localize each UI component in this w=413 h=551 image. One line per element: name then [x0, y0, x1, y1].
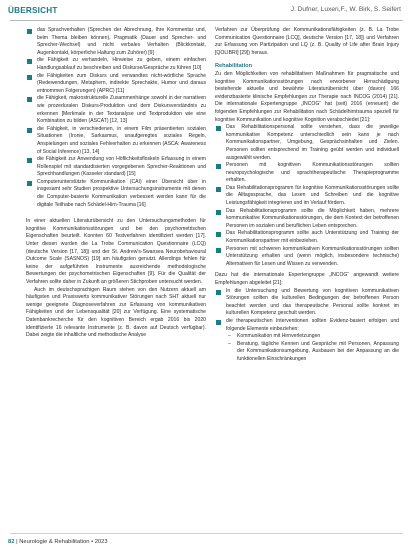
right-column	[215, 27, 399, 364]
running-head: J. Dufner, Luxen,F., W. Birk, S. Seifert	[290, 6, 401, 13]
list-item: die Fähigkeit zu verhandeln, Hinweise zu geben, einem einfachen Handlungsablauf zu beschreiben und Diskurse/Gespräche zu führen [10]	[26, 57, 206, 72]
list-item: Personen mit kognitiven Kommunikationsstörungen sollten neuropsychologische und sprachtherapeutische Therapieprogramme erhalten.	[215, 162, 399, 185]
journal-name: Neurologie & Rehabilitation • 2023	[19, 539, 108, 545]
body-paragraph: Dazu hat die internationale Expertengruppe „INCOG“ angewandt weitere Empfehlungen abgeleitet [21]:	[215, 272, 399, 286]
body-paragraph: Verfahren zur Überprüfung der Kommunikationsfähigkeiten (z. B. La Trobe Communication Questionnaire [LCQ], deutsche Version [17, 18]) und Verfahren zur Erfassung von Partizipation und LQ (z. B. Quality of Life after Brain Injury [QOLIBRI] [29]) heraus.	[215, 27, 399, 56]
list-item: In die Untersuchung und Bewertung von kognitiven kommunikativen Störungen sollten die kulturellen Bedingungen der betroffenen Person beachtet werden und das therapeutische Personal sollte konkret im kulturellen Kompetenz geschult werden.	[215, 288, 399, 318]
left-bullet-list	[26, 27, 206, 209]
list-item: Das Rehabilitationsprogramm sollte auch Unterstützung und Training der Kommunikationspartner mit einbeziehen.	[215, 230, 399, 245]
list-item: Computerunterstützte Kommunikation (CAI) einer Übersicht über in insgesamt sehr Studien prospektive Untersuchungsinstrumente mit denen die Computer-basierte Kommunikation verbessert werden kann für die digitale Teilhabe nach Schädel-Hirn-Trauma [16]	[26, 179, 206, 209]
left-column	[26, 27, 206, 340]
additional-recommendations-list	[215, 288, 399, 334]
list-item: Das Rehabilitationspersonal sollte verstehen, dass die jeweilige kommunikative Kompetenz unterschiedlich sein kann je nach Kommunikationspartner, Umgebung, Gesprächsinhalten und Zielen. Personen sollten entsprechend im Training geübt werden und individuell ausgewählt werden.	[215, 124, 399, 162]
list-item: das Sprachverhalten (Sprechen der Abrechnung, Ihre Kommentar und, beim Thema bleiben können), Pragmatik (Dauer und Sprecher- und Sprecher-Wechsel) und nicht verbales Verhalten (Blickkontakt, Augenkontakt, körperliche Haltung zum Zuhörer) [9]	[26, 27, 206, 57]
footer-divider	[10, 533, 403, 534]
page-footer	[8, 539, 108, 545]
body-paragraph: Zu den Möglichkeiten von rehabilitativen Maßnahmen für pragmatische und kognitive Kommunikationsstörungen nach erworbener Hirnschädigung bestehende aktuelle und bewährte Literaturübersicht über (davon) 166 evidenzbasierte klinische Empfehlungen zur Therapie nach INCOG (2014) [21]. Die internationale Expertengruppe „INCOG“ hat (seit) 2016 (erneuert) die folgenden Empfehlungen zur Rehabilitation nach Schädelhirntrauma speziell für kognitive Kommunikation und kognitive Kognition verabschiedet [21]:	[215, 70, 399, 123]
list-item: die Fähigkeiten zum Diskurs und verwandtes nicht-wörtliche Sprache (Redewendungen, Metaphern, indirekte Sprechakte, Humor und daraus entnommen Folgerungen) (APRC) [11]	[26, 73, 206, 96]
body-paragraph: Auch im deutschsprachigen Raum stehen von den Nutzern aktuell am häufigsten und Praxiswerts kommunikativer Störungen nach SHT aktuell nur wenige geeignete Diagnoseverfahren zur Erfassung von kommunikativen Fähigkeiten und der Lebensqualität [20] zur Verfügung. Eine systematische Datenbankrecherche für den kognitiven Bereich ergab 2016 bis 2020 identifizierte 16 relevante Instrumente (z. B. davon auf Deutsch verfügbar). Dabei zeigte die inhaltliche und methodische Analyse	[26, 286, 206, 339]
list-item: Personen mit schweren kommunikativen Kommunikationsstörungen sollten Unterstützung erhalten und (wenn möglich, insbesondere technische) Alternativen für Lesen und Wissen zu verwenden.	[215, 246, 399, 269]
sub-list	[226, 333, 399, 363]
list-item: die Fähigkeit, makrostrukturelle Zusammenhänge sowohl in der narrativen wie prozeduralen Diskurs-Produktion und dem Diskursverständnis zu erkennen [Merkmale in der Textanalyse und Textproduktion wie eine Kombination zu bilden (ASCAT) [12, 13]	[26, 95, 206, 125]
header-divider	[10, 20, 403, 21]
body-paragraph: In einer aktuellen Literaturübersicht zu den Untersuchungsmethoden für kognitive Kommunikationsstörungen und bei den psychometrischen Eigenschaften beurteilt. Konnten 60 Testverfahren identifiziert werden [17]. Unter diesen wurden die La Trobe Communication Questionnaire (LCQ) (deutsche Version [17, 18]) und der St. Andrew's-Swansea Neurobehavioural Outcome Scale (SASNOS) [19] am häufigsten genutzt. Allerdings fehlen für keine der aufgeführten Instrumente ausreichende methodologische Bewertungen der psychometrischen Eigenschaften [9]. Für die Qualität der Verfahren sollte daher in Zukunft an größeren Stichproben untersucht werden.	[26, 218, 206, 285]
list-item: Das Rehabilitationsprogramm für kognitive Kommunikationsstörungen sollte die Alltagssprache, das Lesen und Schreiben und die kognitive Leistungsfähigkeit integrieren und im Verlauf fördern.	[215, 185, 399, 208]
footer-separator: |	[16, 539, 20, 545]
section-label: ÜBERSICHT	[8, 6, 58, 15]
sub-list-item: – Kommunikation mit Hirnverletzungen	[226, 333, 399, 341]
recommendations-list	[215, 124, 399, 268]
section-heading: Rehabilitation	[215, 63, 252, 70]
list-item: die therapeutischen Interventionen sollten Evidenz-basiert erfolgen und folgende Elemente einbeziehen:	[215, 318, 399, 333]
list-item: die Fähigkeit, in verschiedenen, in einem Film präsentierten sozialen Situationen (Ironie, Sarkasmus, unaufgeregtes soziales Regeln, Anspielungen und soziales Fehlverhalten zu erkennen (ASCA: Awareness of Social Inference) [13, 14]	[26, 126, 206, 156]
list-item: Das Rehabilitationsprogramm sollte die Möglichkeit haben, mehrere kommunikative Kommunikationsstörungen, die dem Kontext der betroffenen Personen im sozialen und beruflichen Leben entsprechen.	[215, 208, 399, 231]
sub-list-item: – Beratung, tägliche Kennen und Gespräche mit Personen, Anpassung der Kommunikationsumgebung, Ausbauen bei der Anpassung an die funktionellen Einschränkungen	[226, 341, 399, 364]
list-item: die Fähigkeit zur Anwendung von Höflichkeitsfloskeln Erfassung in einem Rollenspiel mit standardisierten vorgegebenen Sprecher-Reaktionen und Sprechhandlungen (Kasseler standard) [15]	[26, 156, 206, 179]
page-number: 82	[8, 539, 15, 545]
